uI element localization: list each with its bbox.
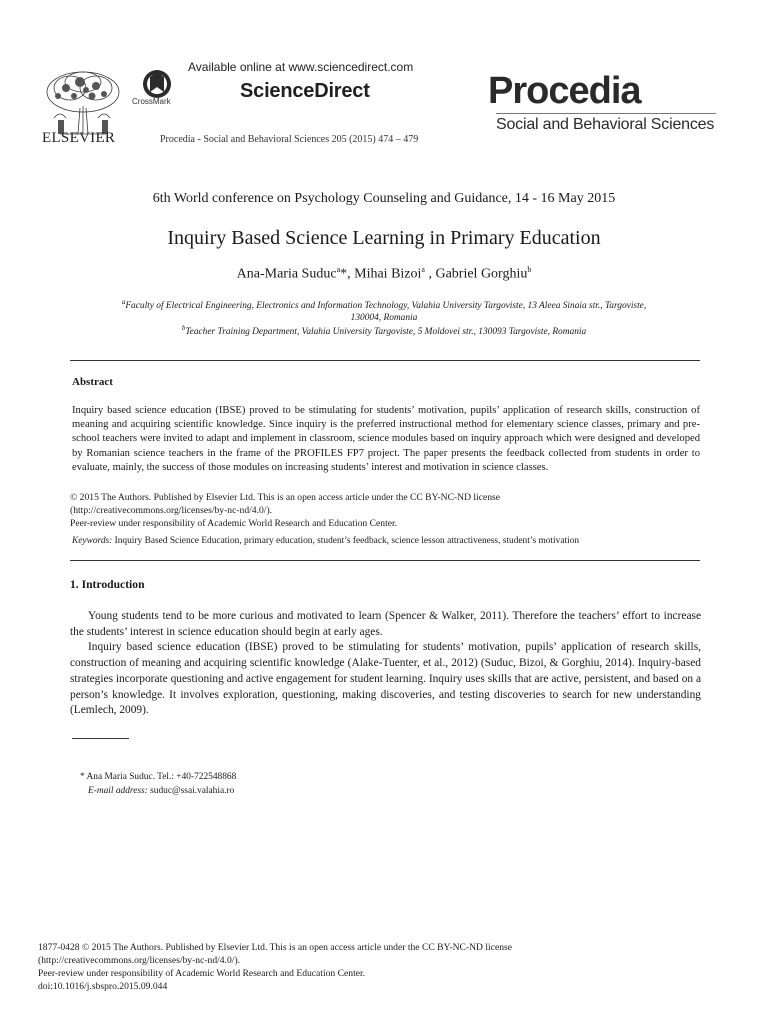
author-affil-sup: b xyxy=(527,265,532,274)
procedia-logo: Procedia xyxy=(488,70,641,112)
conference-line: 6th World conference on Psychology Counseling and Guidance, 14 - 16 May 2015 xyxy=(152,191,616,206)
license-link[interactable]: (http://creativecommons.org/licenses/by-nc-nd/4.0/). xyxy=(70,505,273,516)
footer-license-line: 1877-0428 © 2015 The Authors. Published by Elsevier Ltd. This is an open access article under the CC BY-NC-ND license xyxy=(38,942,513,953)
doi-link[interactable]: doi:10.1016/j.sbspro.2015.09.044 xyxy=(38,981,168,992)
publisher-logo-text: ELSEVIER xyxy=(42,130,116,146)
crossmark-label: CrossMark xyxy=(132,97,171,106)
author-list xyxy=(0,265,768,283)
email-footnote xyxy=(88,786,234,796)
affiliation-sup: b xyxy=(181,324,186,332)
author-affil-sup: a xyxy=(336,265,341,274)
abstract-text: Inquiry based science education (IBSE) proved to be stimulating for students’ motivation, pupils’ application of research skills, construction of meaning and acquiring scientific knowledge. Since inquiry is the preferred instructional method for elementary science classes, primary and pre-school teachers were invited to adapt and implement in classroom, science modules based on inquiry approach which were designed and developed by Romanian science teachers in the frame of the PROFILES FP7 project. The paper presents the feedback collected from students in order to evaluate, mainly, the success of those modules on increasing students’ interest and motivation in science classes. xyxy=(72,405,700,473)
abstract-bottom-rule xyxy=(70,560,700,561)
section-heading: 1. Introduction xyxy=(70,578,145,591)
author-name: Mihai Bizoi xyxy=(354,266,422,282)
email-label: E-mail address: xyxy=(88,786,148,796)
keywords-text: Inquiry Based Science Education, primary education, student’s feedback, science lesson attractiveness, student’s motivation xyxy=(114,536,580,546)
affiliation-a xyxy=(80,296,688,324)
keywords-line xyxy=(72,536,579,546)
author-mark: *, xyxy=(340,266,351,282)
footnote-rule xyxy=(72,738,129,739)
introduction-body xyxy=(70,609,701,719)
affiliation-sup: a xyxy=(121,298,126,306)
keywords-label: Keywords: xyxy=(72,536,113,546)
peer-review-line: Peer-review under responsibility of Academic World Research and Education Center. xyxy=(70,518,398,529)
procedia-subtitle: Social and Behavioral Sciences xyxy=(496,116,715,133)
author-affil-sup: a xyxy=(421,265,425,274)
procedia-divider xyxy=(496,113,716,114)
paper-title: Inquiry Based Science Learning in Primary Education xyxy=(167,227,601,249)
author-mark: , xyxy=(428,266,432,282)
journal-citation: Procedia - Social and Behavioral Sciences 205 (2015) 474 – 479 xyxy=(160,134,419,145)
affiliation-line: 130004, Romania xyxy=(350,313,418,324)
copyright-line: © 2015 The Authors. Published by Elsevier Ltd. This is an open access article under the CC BY-NC-ND license xyxy=(70,492,501,503)
affiliation-line: Teacher Training Department, Valahia University Targoviste, 5 Moldovei str., 130093 Targoviste, Romania xyxy=(185,327,587,338)
available-online-text[interactable]: Available online at www.sciencedirect.com xyxy=(188,60,414,74)
paragraph: Inquiry based science education (IBSE) proved to be stimulating for students’ motivation, pupils’ application of research skills, construction of meaning and acquiring scientific knowledge (Alake-Tuenter, et al., 2012) (Suduc, Bizoi, & Gorghiu, 2014). Inquiry-based strategies incorporate questioning and active engagement for student learning. Inquiry uses skills that are active, persistent, and based on a person’s knowledge. It involves exploration, questioning, making discoveries, and testing discoveries to search for new understanding (Lemlech, 2009). xyxy=(70,641,701,717)
footer-peer-review: Peer-review under responsibility of Academic World Research and Education Center. xyxy=(38,968,366,979)
author-name: Gabriel Gorghiu xyxy=(435,266,528,282)
paragraph: Young students tend to be more curious and motivated to learn (Spencer & Walker, 2011). Therefore the teachers’ effort to increase the students’ interest in science education should begin at early ages. xyxy=(70,610,701,638)
affiliation-line: Faculty of Electrical Engineering, Electronics and Information Technology, Valahia University Targoviste, 13 Aleea Sinaia str., Targoviste, xyxy=(125,301,647,312)
footer-license-link[interactable]: (http://creativecommons.org/licenses/by-nc-nd/4.0/). xyxy=(38,955,241,966)
abstract-heading: Abstract xyxy=(72,376,113,388)
sciencedirect-logo[interactable]: ScienceDirect xyxy=(240,80,370,102)
corresponding-author-footnote: * Ana Maria Suduc. Tel.: +40-722548868 xyxy=(80,772,237,782)
abstract-top-rule xyxy=(70,360,700,361)
email-address[interactable]: suduc@ssai.valahia.ro xyxy=(150,786,235,796)
author-name: Ana-Maria Suduc xyxy=(236,266,337,282)
affiliation-b xyxy=(80,322,688,338)
